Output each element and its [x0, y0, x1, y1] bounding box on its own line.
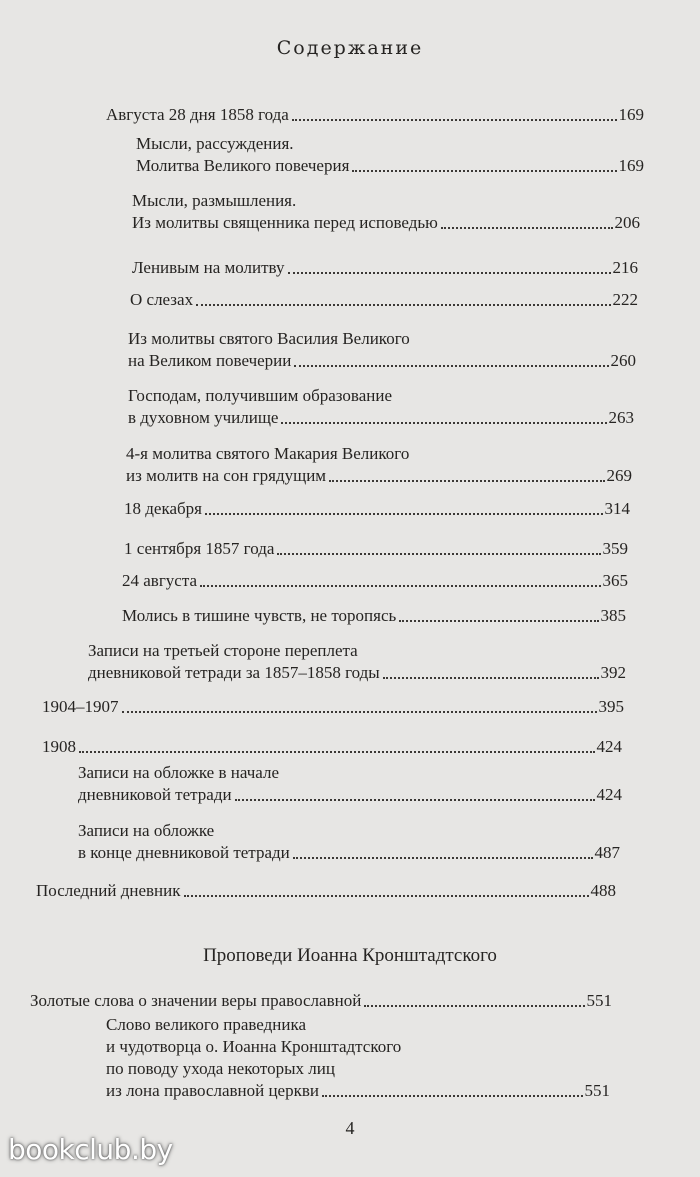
toc-entry-title: Молитва Великого повечерия [136, 156, 350, 175]
toc-entry [122, 570, 628, 592]
toc-page-number: 222 [612, 290, 638, 309]
watermark: bookclub.by [8, 1133, 173, 1166]
toc-entry-title: Мысли, рассуждения. [136, 134, 294, 153]
leader-dots [329, 479, 604, 482]
toc-page-number: 395 [598, 697, 624, 716]
leader-dots [364, 1004, 584, 1007]
toc-entry [132, 190, 640, 234]
toc-entry-title: Записи на обложке в начале [78, 763, 279, 782]
leader-dots [196, 303, 610, 306]
toc-page-number: 487 [594, 843, 620, 862]
toc-page-number: 424 [596, 737, 622, 756]
leader-dots [322, 1094, 583, 1097]
toc-page-number: 260 [610, 351, 636, 370]
leader-dots [441, 226, 613, 229]
toc-entry [36, 880, 616, 902]
toc-entry-title: Записи на обложке [78, 821, 215, 840]
toc-entry [106, 104, 644, 126]
leader-dots [281, 421, 606, 424]
toc-entry [42, 736, 622, 758]
toc-entry [126, 443, 632, 487]
toc-entry-title: 1 сентября 1857 года [124, 539, 275, 558]
toc-page-number: 551 [584, 1081, 610, 1100]
leader-dots [205, 512, 603, 515]
page-title: Содержание [276, 37, 424, 59]
toc-entry-title: из молитв на сон грядущим [126, 466, 327, 485]
toc-entry-title: Ленивым на молитву [132, 258, 285, 277]
toc-entry [128, 385, 634, 429]
toc-entry-title: 4-я молитва святого Макария Великого [126, 444, 410, 463]
toc-page-number: 269 [606, 466, 632, 485]
toc-entry-title: дневниковой тетради [78, 785, 232, 804]
toc-entry-title: Господам, получившим образование [128, 386, 392, 405]
leader-dots [277, 552, 600, 555]
toc-entry [136, 133, 644, 177]
toc-entry-title: Мысли, размышления. [132, 191, 297, 210]
toc-entry [42, 696, 624, 718]
page-number: 4 [345, 1118, 355, 1138]
toc-entry-title: Из молитвы священника перед исповедью [132, 213, 438, 232]
toc-entry [78, 820, 620, 864]
leader-dots [294, 364, 608, 367]
toc-entry-title: из лона православной церкви [106, 1081, 319, 1100]
toc-page-number: 314 [604, 499, 630, 518]
leader-dots [352, 169, 616, 172]
toc-page-number: 169 [618, 156, 644, 175]
toc-page-number: 206 [614, 213, 640, 232]
toc-page-number: 385 [600, 606, 626, 625]
toc-entry [78, 762, 622, 806]
toc-entry-title: О слезах [130, 290, 194, 309]
toc-entry [88, 640, 626, 684]
toc-page-number: 424 [596, 785, 622, 804]
toc-entry-title: в конце дневниковой тетради [78, 843, 290, 862]
toc-entry [122, 605, 626, 627]
toc-entry-title: Слово великого праведника [106, 1015, 307, 1034]
toc-entry-title: 1908 [42, 737, 76, 756]
toc-entry [130, 289, 638, 311]
toc-entry-title: 18 декабря [124, 499, 202, 518]
leader-dots [122, 710, 597, 713]
toc-page-number: 551 [586, 991, 612, 1010]
leader-dots [399, 619, 598, 622]
toc-entry-title: Августа 28 дня 1858 года [106, 105, 289, 124]
toc-entry [132, 257, 638, 279]
leader-dots [235, 798, 595, 801]
toc-entry-title: Записи на третьей стороне переплета [88, 641, 358, 660]
toc-entry-title: в духовном училище [128, 408, 279, 427]
toc-entry-title: по поводу ухода некоторых лиц [106, 1059, 335, 1078]
toc-page-number: 263 [608, 408, 634, 427]
toc-entry-title: 1904–1907 [42, 697, 119, 716]
toc-entry-title: дневниковой тетради за 1857–1858 годы [88, 663, 380, 682]
toc-entry-title: Из молитвы святого Василия Великого [128, 329, 410, 348]
toc-entry-title: Последний дневник [36, 881, 181, 900]
leader-dots [293, 856, 593, 859]
toc-page-number: 169 [618, 105, 644, 124]
toc-entry [128, 328, 636, 372]
leader-dots [288, 271, 611, 274]
toc-entry [124, 538, 628, 560]
toc-entry [124, 498, 630, 520]
toc-page-number: 365 [602, 571, 628, 590]
toc-page-number: 216 [612, 258, 638, 277]
toc-entry-title: Золотые слова о значении веры православной [30, 991, 362, 1010]
section-heading: Проповеди Иоанна Кронштадтского [203, 945, 497, 966]
toc-entry-title: на Великом повечерии [128, 351, 292, 370]
leader-dots [292, 118, 617, 121]
toc-entry [30, 990, 612, 1012]
toc-entry-title: Молись в тишине чувств, не торопясь [122, 606, 397, 625]
leader-dots [200, 584, 600, 587]
toc-entry [106, 1014, 610, 1102]
leader-dots [383, 676, 599, 679]
toc-page-number: 488 [590, 881, 616, 900]
toc-entry-title: 24 августа [122, 571, 198, 590]
leader-dots [79, 750, 595, 753]
leader-dots [184, 894, 589, 897]
toc-entry-title: и чудотворца о. Иоанна Кронштадтского [106, 1037, 402, 1056]
toc-page-number: 392 [600, 663, 626, 682]
toc-page-number: 359 [602, 539, 628, 558]
